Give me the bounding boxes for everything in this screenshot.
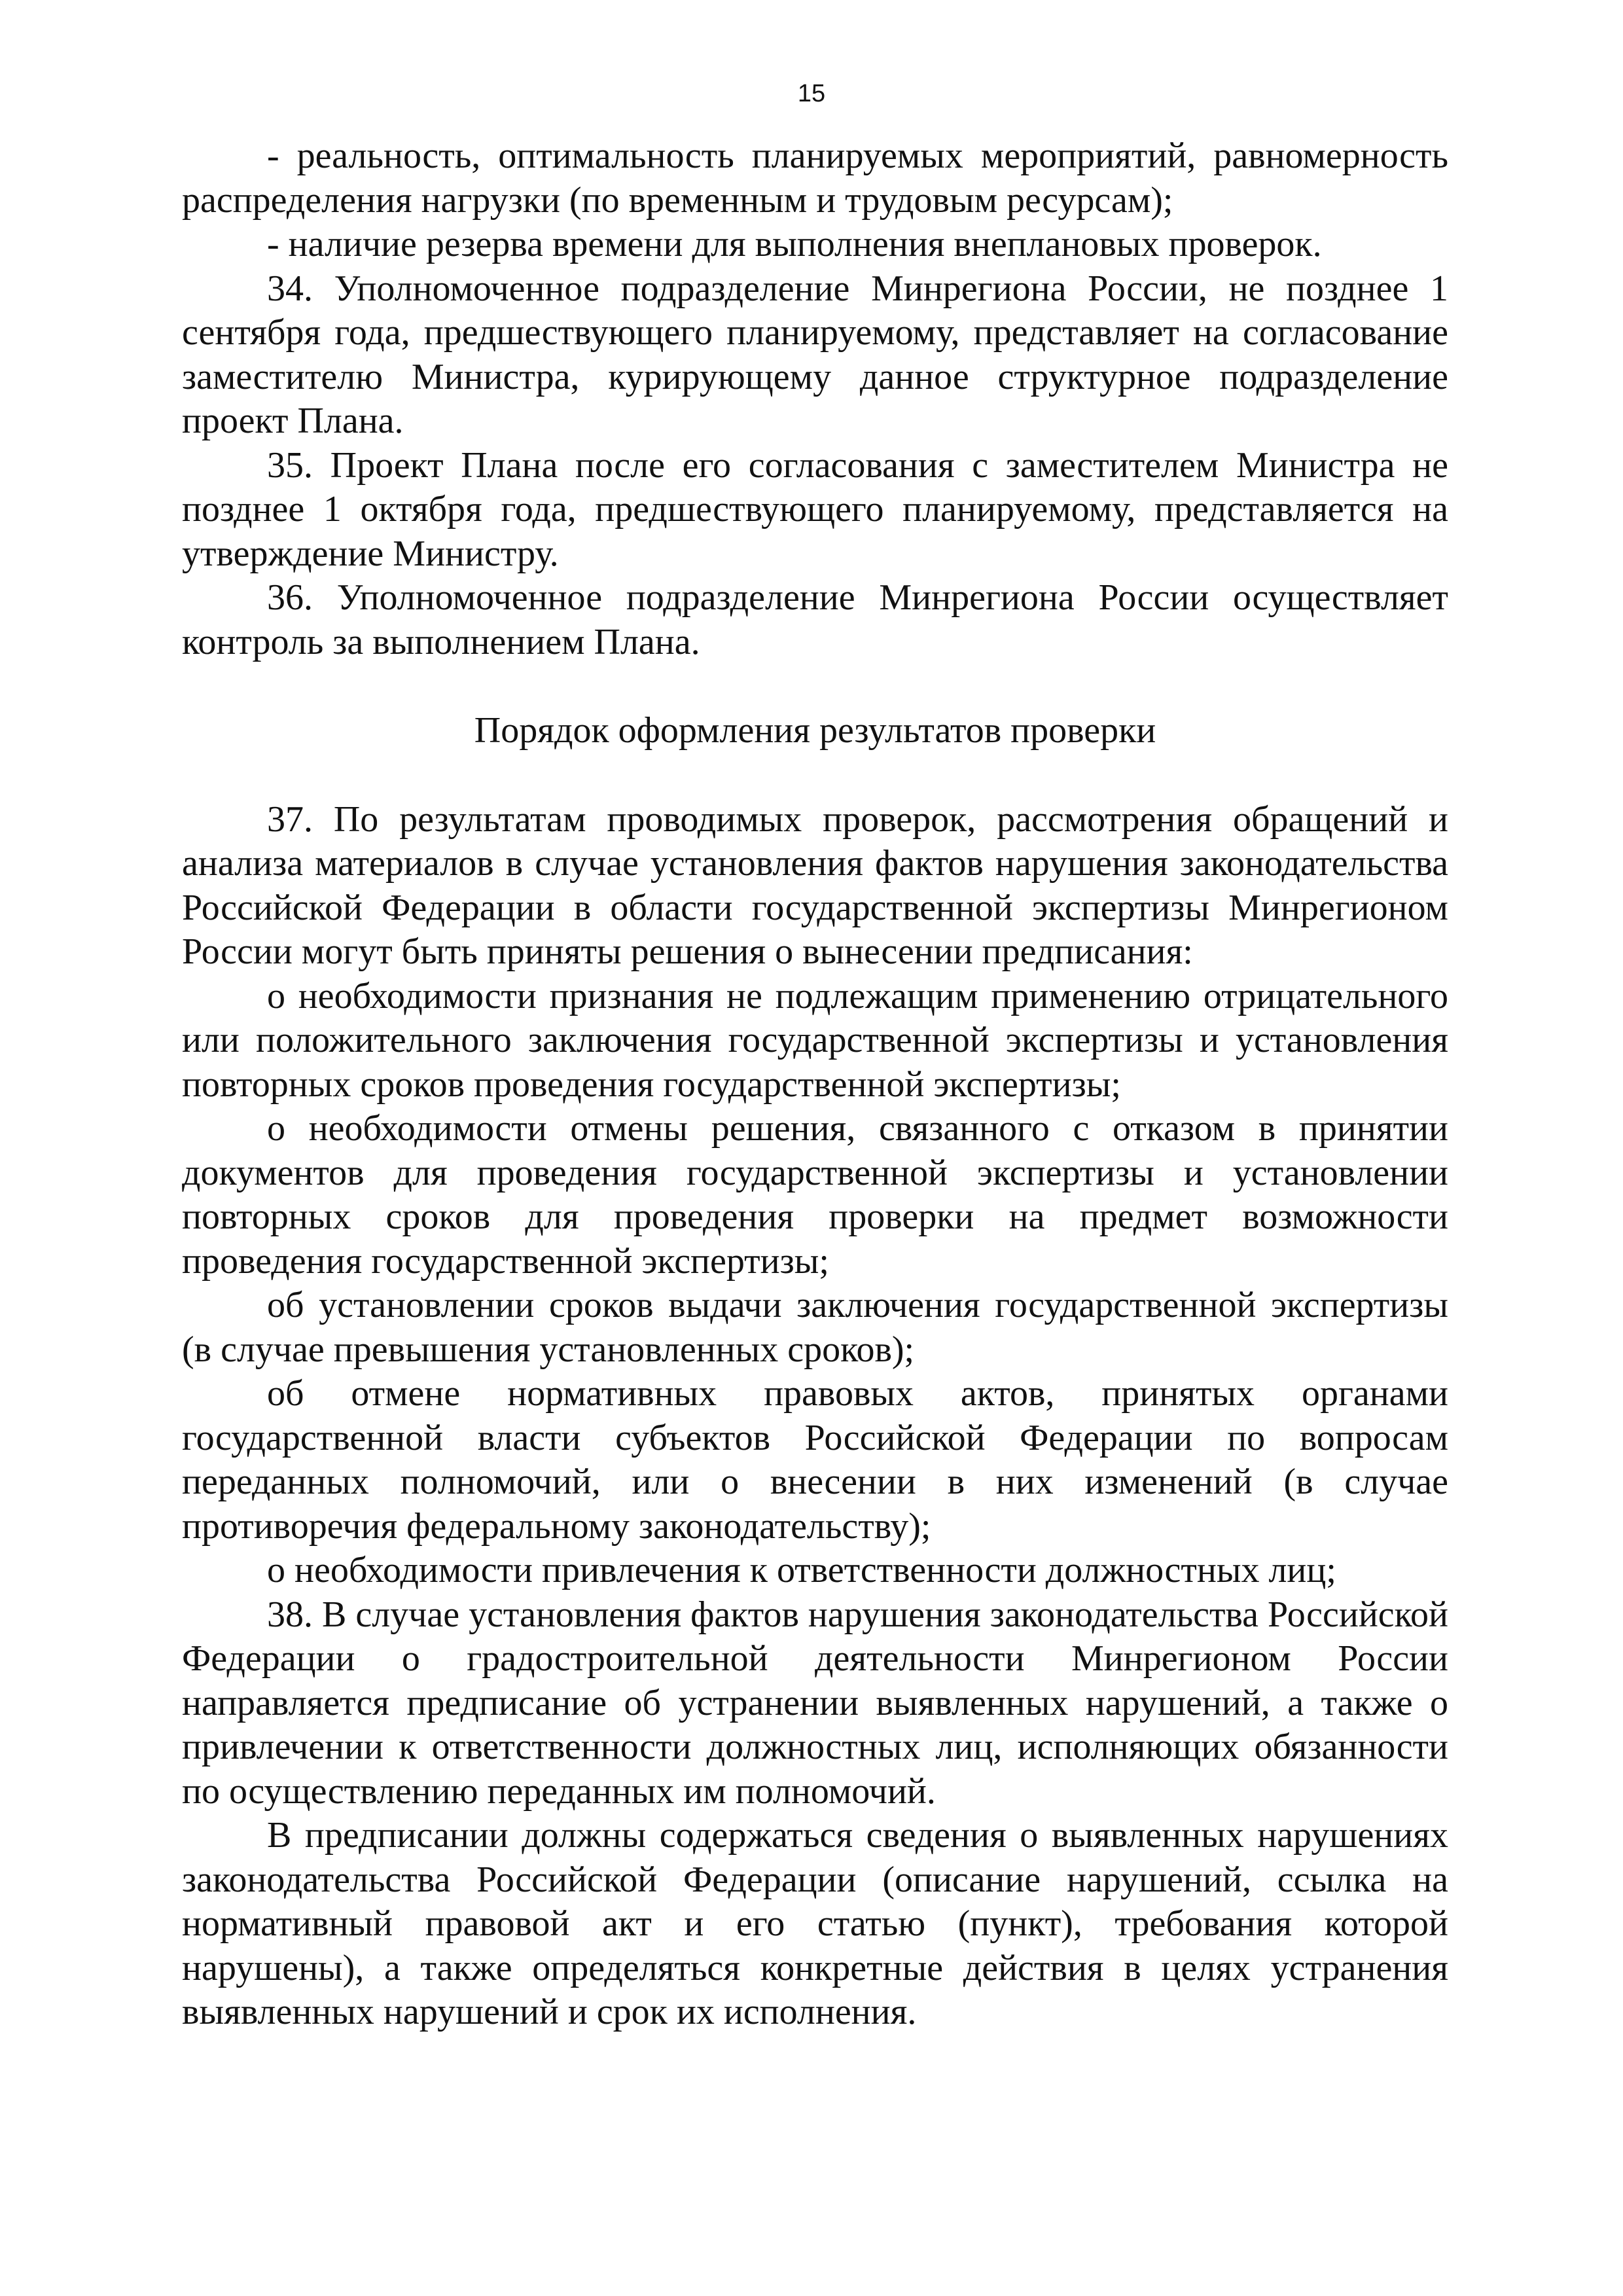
paragraph-35: 35. Проект Плана после его согласования с заместителем Министра не позднее 1 октября года, предшествующего планируемому, представляется на утверждение Министру.	[182, 444, 1448, 574]
paragraph-37: 37. По результатам проводимых проверок, рассмотрения обращений и анализа материалов в случае установления фактов нарушения законодательства Российской Федерации в области государственной экспертизы Минрегионом России могут быть приняты решения о вынесении предписания:	[182, 798, 1448, 972]
document-body	[182, 134, 1448, 2035]
paragraph-36: 36. Уполномоченное подразделение Минрегиона России осуществляет контроль за выполнением Плана.	[182, 577, 1448, 662]
paragraph-34: 34. Уполномоченное подразделение Минрегиона России, не позднее 1 сентября года, предшествующего планируемому, представляет на согласование заместителю Министра, курирующему данное структурное подразделение проект Плана.	[182, 268, 1448, 441]
list-item-cancel-acts: об отмене нормативных правовых актов, принятых органами государственной власти субъектов Российской Федерации по вопросам переданных полномочий, или о внесении в них изменений (в случае противоречия федеральному законодательству);	[182, 1373, 1448, 1547]
paragraph-order-contents: В предписании должны содержаться сведения о выявленных нарушениях законодательства Российской Федерации (описание нарушений, ссылка на нормативный правовой акт и его статью (пункт), требования которой нарушены), а также определяться конкретные действия в целях устранения выявленных нарушений и срок их исполнения.	[182, 1815, 1448, 2032]
paragraph-time-reserve: - наличие резерва времени для выполнения внеплановых проверок.	[267, 224, 1322, 264]
list-item-cancel-refusal: о необходимости отмены решения, связанного с отказом в принятии документов для проведения государственной экспертизы и установлении повторных сроков для проведения проверки на предмет возможности проведения государственной экспертизы;	[182, 1108, 1448, 1282]
paragraph-realism: - реальность, оптимальность планируемых мероприятий, равномерность распределения нагрузки (по временным и трудовым ресурсам);	[182, 135, 1448, 221]
list-item-liability: о необходимости привлечения к ответственности должностных лиц;	[267, 1550, 1336, 1590]
paragraph-38: 38. В случае установления фактов нарушения законодательства Российской Федерации о градостроительной деятельности Минрегионом России направляется предписание об устранении выявленных нарушений, а также о привлечении к ответственности должностных лиц, исполняющих обязанности по осуществлению переданных им полномочий.	[182, 1594, 1448, 1812]
list-item-inapplicable-conclusion: о необходимости признания не подлежащим применению отрицательного или положительного заключения государственной экспертизы и установления повторных сроков проведения государственной экспертизы;	[182, 975, 1448, 1105]
page-number: 15	[797, 80, 826, 107]
list-item-issue-deadlines: об установлении сроков выдачи заключения государственной экспертизы (в случае превышения установленных сроков);	[182, 1285, 1448, 1370]
section-heading: Порядок оформления результатов проверки	[474, 710, 1156, 751]
